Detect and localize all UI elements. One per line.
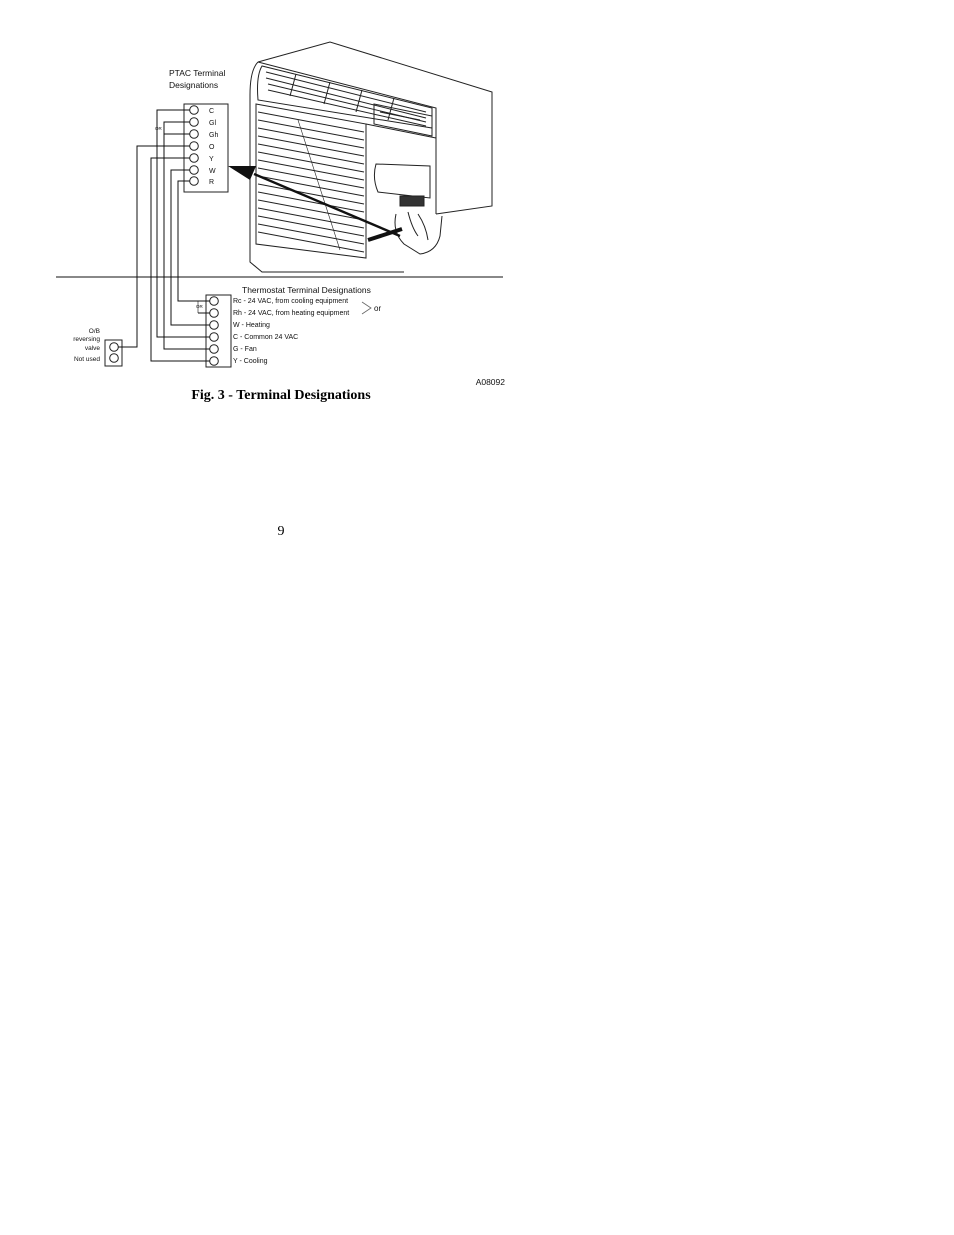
not-used-label: Not used	[73, 356, 100, 363]
ptac-terminal-label: O	[209, 144, 215, 151]
thermostat-or-small: OR	[196, 304, 203, 309]
ptac-terminal-label: Y	[209, 156, 214, 163]
ptac-terminal-label: R	[209, 179, 215, 186]
valve-label: reversing	[73, 336, 100, 343]
thermostat-terminal-label: G - Fan	[233, 346, 257, 353]
valve-terminal	[110, 354, 119, 363]
thermostat-or-label: or	[374, 304, 382, 313]
ptac-terminal-label: C	[209, 108, 215, 115]
ptac-title-line2: Designations	[169, 80, 219, 90]
figure-code: A08092	[475, 377, 505, 387]
or-bracket	[362, 302, 371, 314]
ptac-terminal-label: Gl	[209, 120, 216, 127]
thermostat-terminal-label: Y - Cooling	[233, 358, 268, 365]
valve-label: O/B	[88, 328, 100, 335]
thermostat-terminal-circles	[210, 297, 219, 366]
ptac-terminal-label: Gh	[209, 132, 219, 139]
figure-caption: Fig. 3 - Terminal Designations	[191, 388, 371, 403]
valve-label: valve	[84, 345, 100, 352]
thermostat-terminal-label: C - Common 24 VAC	[233, 334, 299, 341]
thermostat-terminal-label: Rc - 24 VAC, from cooling equipment	[233, 298, 349, 305]
thermostat-terminal-label: Rh - 24 VAC, from heating equipment	[233, 310, 350, 317]
thermostat-terminal-label: W - Heating	[233, 322, 270, 329]
thermostat-title: Thermostat Terminal Designations	[242, 285, 371, 295]
ptac-terminal-label: W	[209, 168, 216, 175]
ptac-or-label: OR	[155, 126, 162, 131]
ptac-title-line1: PTAC Terminal	[169, 68, 226, 78]
thermostat-terminal-block	[206, 295, 231, 367]
wiring	[118, 110, 210, 361]
ptac-terminal-circles	[190, 106, 199, 186]
valve-terminal	[110, 343, 119, 352]
page-number: 9	[277, 524, 285, 539]
